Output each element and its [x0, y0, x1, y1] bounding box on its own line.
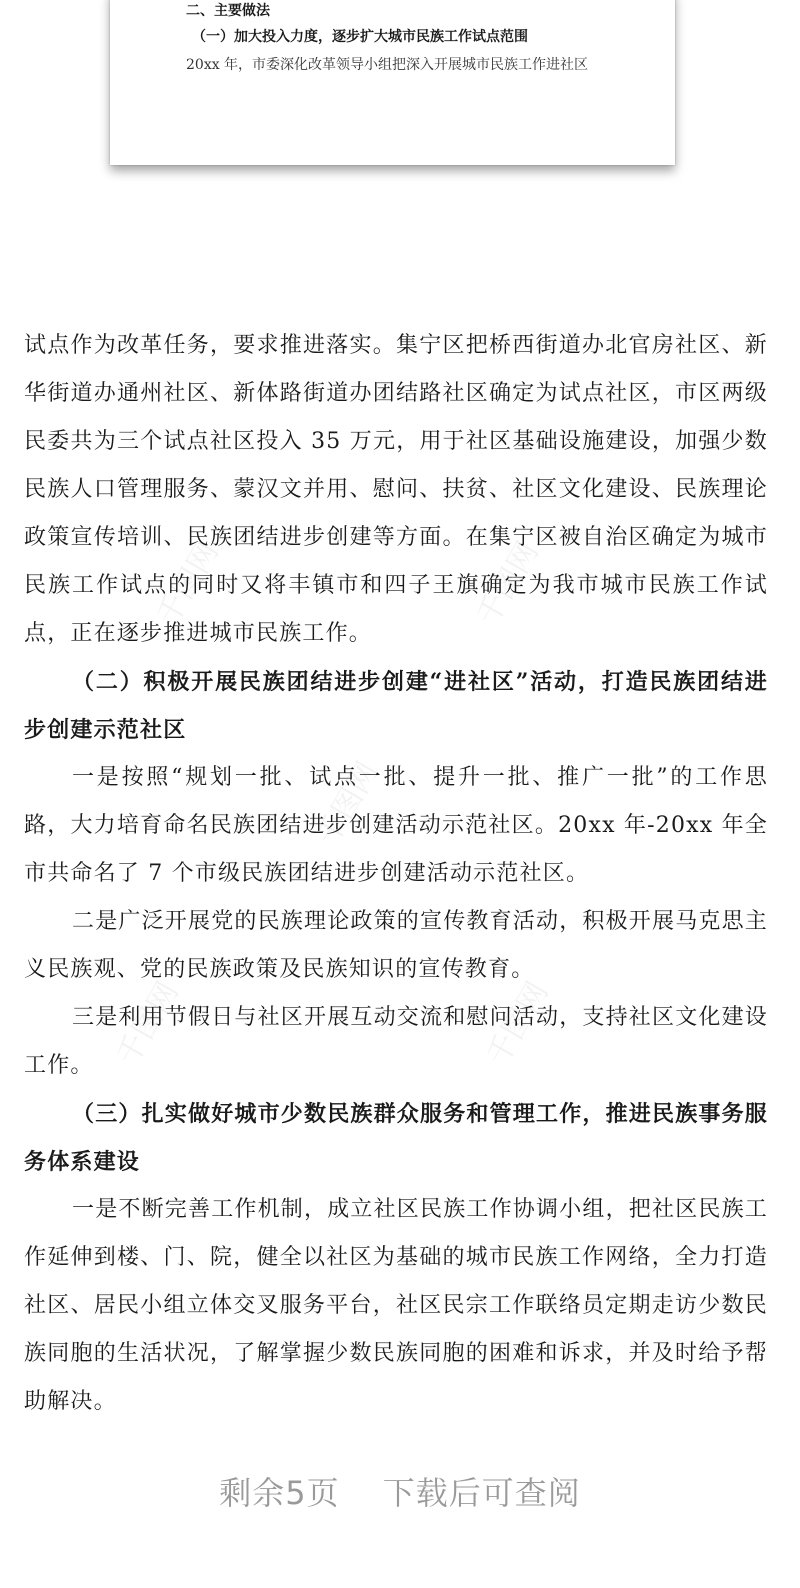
preview-subheading: （一）加大投入力度，逐步扩大城市民族工作试点范围 — [192, 29, 528, 45]
watermark-icon: 千图网 — [480, 976, 556, 1072]
watermark-icon: 千图网 — [310, 756, 386, 852]
section-heading-2: （二）积极开展民族团结进步创建“进社区”活动，打造民族团结进步创建示范社区 — [24, 669, 768, 743]
preview-heading: 二、主要做法 — [186, 3, 270, 19]
document-body — [24, 322, 768, 1426]
section-heading-3: （三）扎实做好城市少数民族群众服务和管理工作，推进民族事务服务体系建设 — [24, 1101, 769, 1175]
paragraph-item-2: 二是广泛开展党的民族理论政策的宣传教育活动，积极开展马克思主义民族观、党的民族政策及民族知识的宣传教育。 — [24, 909, 769, 982]
watermark-icon: 千图网 — [470, 536, 546, 632]
paragraph-continued: 试点作为改革任务，要求推进落实。集宁区把桥西街道办北官房社区、新华街道办通州社区、新体路街道办团结路社区确定为试点社区，市区两级民委共为三个试点社区投入 35 万元，用于社区基础设施建设，加强少数民族人口管理服务、蒙汉文并用、慰问、扶贫、社区文化建设、民族理论政策宣传培训、民族团结进步创建等方面。在集宁区被自治区确定为城市民族工作试点的同时又将丰镇市和四子王旗确定为我市城市民族工作试点，正在逐步推进城市民族工作。 — [24, 333, 768, 646]
download-prompt[interactable] — [0, 1468, 800, 1514]
remaining-pages-label: 剩余5页 — [219, 1474, 340, 1512]
paragraph-item-4: 一是不断完善工作机制，成立社区民族工作协调小组，把社区民族工作延伸到楼、门、院，健全以社区为基础的城市民族工作网络，全力打造社区、居民小组立体交叉服务平台，社区民宗工作联络员定期走访少数民族同胞的生活状况，了解掌握少数民族同胞的困难和诉求，并及时给予帮助解决。 — [24, 1197, 769, 1414]
paragraph-item-1: 一是按照“规划一批、试点一批、提升一批、推广一批”的工作思路，大力培育命名民族团结进步创建活动示范社区。20xx 年-20xx 年全市共命名了 7 个市级民族团结进步创建活动示范社区。 — [24, 765, 768, 886]
watermark-icon: 千图网 — [150, 536, 226, 632]
preview-text: 20xx 年，市委深化改革领导小组把深入开展城市民族工作进社区 — [186, 57, 589, 73]
preview-page-card — [110, 0, 675, 165]
watermark-icon: 千图网 — [110, 976, 186, 1072]
paragraph-item-3: 三是利用节假日与社区开展互动交流和慰问活动，支持社区文化建设工作。 — [24, 1005, 769, 1078]
download-hint-label: 下载后可查阅 — [382, 1474, 581, 1512]
